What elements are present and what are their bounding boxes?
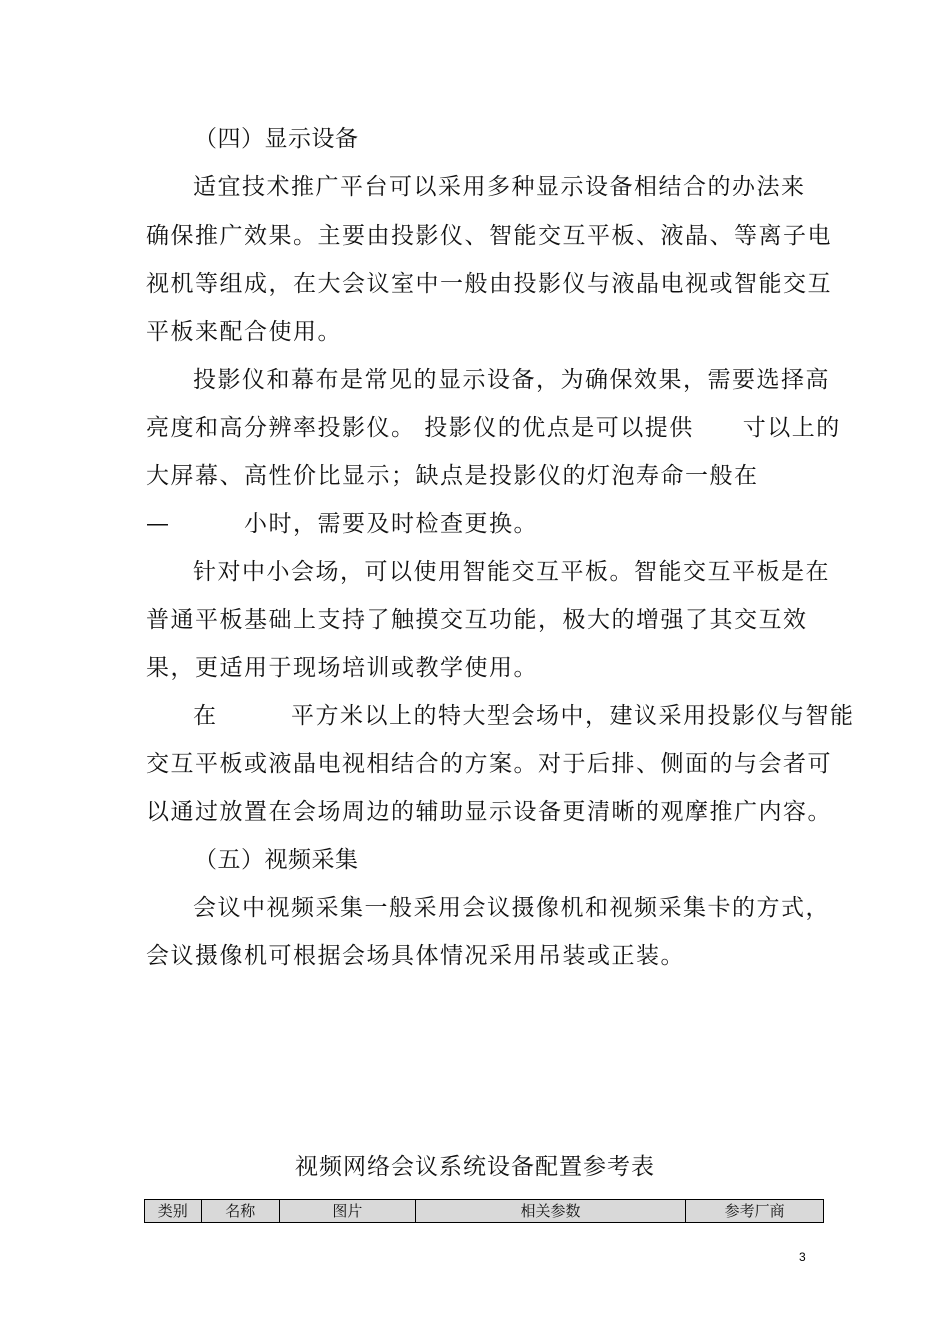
header-parameters: 相关参数 bbox=[415, 1200, 685, 1223]
text-line: 果，更适用于现场培训或教学使用。 bbox=[146, 655, 538, 681]
text-line: 普通平板基础上支持了触摸交互功能，极大的增强了其交互效 bbox=[146, 607, 808, 633]
text-line: 在 平方米以上的特大型会场中，建议采用投影仪与智能 bbox=[193, 703, 855, 729]
equipment-reference-table bbox=[144, 1199, 824, 1223]
header-vendor: 参考厂商 bbox=[686, 1200, 824, 1223]
header-image: 图片 bbox=[279, 1200, 415, 1223]
page-number: 3 bbox=[799, 1250, 806, 1264]
text-line: 以通过放置在会场周边的辅助显示设备更清晰的观摩推广内容。 bbox=[146, 799, 832, 825]
section-heading-display: （四）显示设备 bbox=[194, 126, 359, 152]
text-line: 亮度和高分辨率投影仪。 投影仪的优点是可以提供 寸以上的 bbox=[146, 415, 841, 441]
text-line: 平板来配合使用。 bbox=[146, 319, 342, 345]
table-title: 视频网络会议系统设备配置参考表 bbox=[295, 1154, 655, 1180]
table-header-row bbox=[145, 1200, 824, 1223]
text-line: 会议摄像机可根据会场具体情况采用吊装或正装。 bbox=[146, 943, 685, 969]
text-line: 适宜技术推广平台可以采用多种显示设备相结合的办法来 bbox=[193, 174, 806, 200]
text-line: 会议中视频采集一般采用会议摄像机和视频采集卡的方式， bbox=[193, 895, 830, 921]
text-line: 确保推广效果。主要由投影仪、智能交互平板、液晶、等离子电 bbox=[146, 223, 832, 249]
text-line: 针对中小会场，可以使用智能交互平板。智能交互平板是在 bbox=[193, 559, 830, 585]
text-line: 交互平板或液晶电视相结合的方案。对于后排、侧面的与会者可 bbox=[146, 751, 832, 777]
header-name: 名称 bbox=[201, 1200, 279, 1223]
text-line: 视机等组成，在大会议室中一般由投影仪与液晶电视或智能交互 bbox=[146, 271, 832, 297]
text-line: 大屏幕、高性价比显示；缺点是投影仪的灯泡寿命一般在 bbox=[146, 463, 759, 489]
text-line: 投影仪和幕布是常见的显示设备，为确保效果，需要选择高 bbox=[193, 367, 830, 393]
section-heading-video: （五）视频采集 bbox=[194, 847, 359, 873]
header-category: 类别 bbox=[145, 1200, 202, 1223]
text-line: — 小时，需要及时检查更换。 bbox=[146, 511, 538, 537]
